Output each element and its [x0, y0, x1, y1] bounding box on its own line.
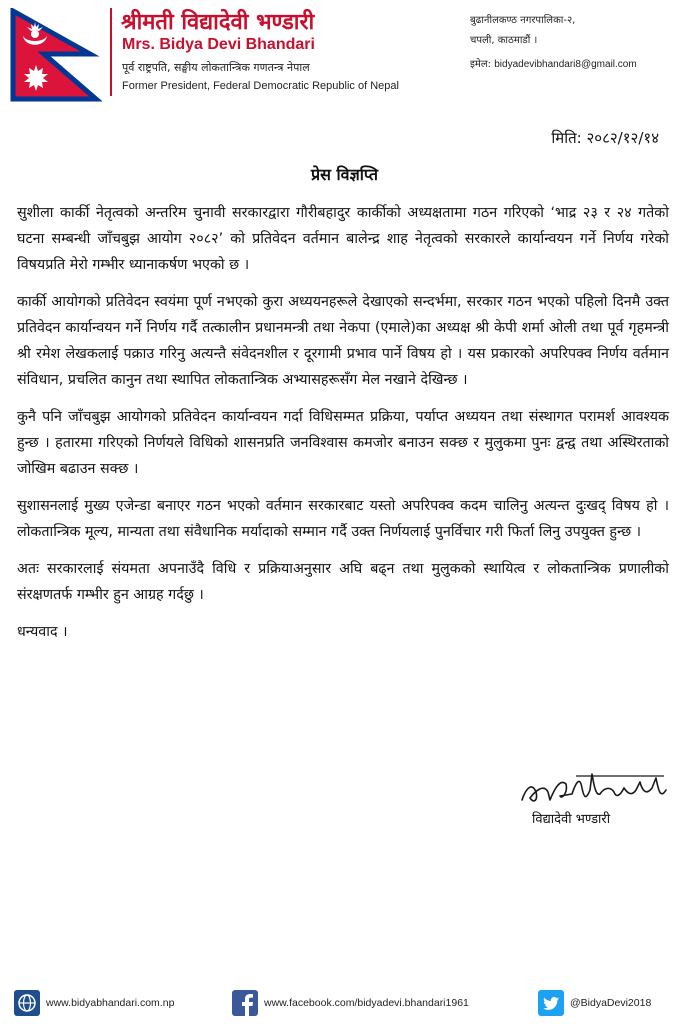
footer-facebook[interactable]: [232, 988, 469, 1018]
address-line-2: चपली, काठमाडौं ।: [470, 35, 538, 46]
twitter-text: @BidyaDevi2018: [570, 997, 652, 1009]
name-english: Mrs. Bidya Devi Bhandari: [122, 36, 315, 53]
signature-name: विद्यादेवी भण्डारी: [532, 812, 611, 827]
paragraph-closing: धन्यवाद ।: [17, 624, 68, 640]
footer-twitter[interactable]: [538, 988, 651, 1018]
twitter-icon: [538, 990, 564, 1016]
handwritten-signature: [516, 770, 676, 814]
paragraph: कार्की आयोगको प्रतिवेदन स्वयंमा पूर्ण नभएको कुरा अध्ययनहरूले देखाएको सन्दर्भमा, सरकार गठन भएको पहिलो दिनमै उक्त प्रतिवेदन कार्यान्वयन गर्ने निर्णय गर्दै तत्कालीन प्रधानमन्त्री तथा नेकपा (एमाले)का अध्यक्ष श्री केपी शर्मा ओली तथा पूर्व गृहमन्त्री श्री रमेश लेखकलाई पक्राउ गरिनु अत्यन्तै संवेदनशील र दूरगामी प्रभाव पार्ने विषय हो । यस प्रकारको अपरिपक्व निर्णय वर्तमान संविधान, प्रचलित कानुन तथा स्थापित लोकतान्त्रिक अभ्यासहरूसँग मेल नखाने देखिन्छ ।: [17, 294, 669, 388]
facebook-icon: [232, 990, 258, 1016]
title-english: Former President, Federal Democratic Republic of Nepal: [122, 80, 399, 92]
letter-title: प्रेस विज्ञप्ति: [311, 165, 378, 184]
nepal-flag-logo: [10, 8, 102, 102]
paragraph: कुनै पनि जाँचबुझ आयोगको प्रतिवेदन कार्यान्वयन गर्दा विधिसम्मत प्रक्रिया, पर्याप्त अध्ययन तथा संस्थागत परामर्श आवश्यक हुन्छ । हतारमा गरिएको निर्णयले विधिको शासनप्रति जनविश्वास कमजोर बनाउन सक्छ र मुलुकमा पुनः द्वन्द्व तथा अस्थिरताको जोखिम बढाउन सक्छ ।: [17, 409, 669, 477]
title-nepali: पूर्व राष्ट्रपति, सङ्घीय लोकतान्त्रिक गणतन्त्र नेपाल: [122, 61, 310, 74]
paragraph: सुशासनलाई मुख्य एजेन्डा बनाएर गठन भएको वर्तमान सरकारबाट यस्तो अपरिपक्व कदम चालिनु अत्यन्त दुःखद् विषय हो । लोकतान्त्रिक मूल्य, मान्यता तथा संवैधानिक मर्यादाको सम्मान गर्दै उक्त निर्णयलाई पुनर्विचार गरी फिर्ता लिनु उपयुक्त हुन्छ ।: [17, 498, 669, 540]
paragraph: सुशीला कार्की नेतृत्वको अन्तरिम चुनावी सरकारद्वारा गौरीबहादुर कार्कीको अध्यक्षतामा गठन गरिएको ‘भाद्र २३ र २४ गतेको घटना सम्बन्धी जाँचबुझ आयोग २०८२’ को प्रतिवेदन वर्तमान बालेन्द्र शाह नेतृत्वको सरकारले कार्यान्वयन गर्ने निर्णय गरेको विषयप्रति मेरो गम्भीर ध्यानाकर्षण भएको छ ।: [17, 205, 669, 273]
letter-body: [17, 200, 669, 656]
address-line-1: बुढानीलकण्ठ नगरपालिका-२,: [470, 15, 576, 26]
paragraph: अतः सरकारलाई संयमता अपनाउँदै विधि र प्रक्रियाअनुसार अघि बढ्न तथा मुलुकको स्थायित्व र लोकतान्त्रिक प्रणालीको संरक्षणतर्फ गम्भीर हुन आग्रह गर्दछु ।: [17, 561, 669, 603]
email-line: [470, 56, 637, 70]
header-divider: [110, 8, 112, 96]
name-nepali: श्रीमती विद्यादेवी भण्डारी: [121, 10, 315, 35]
facebook-text: www.facebook.com/bidyadevi.bhandari1961: [264, 997, 469, 1009]
globe-icon: [14, 990, 40, 1016]
letter-date: मिति: २०८२/१२/१४: [551, 129, 659, 147]
website-text: www.bidyabhandari.com.np: [46, 997, 175, 1009]
email-label: इमेल:: [470, 59, 492, 70]
footer-website[interactable]: [14, 988, 174, 1018]
email-address[interactable]: bidyadevibhandari8@gmail.com: [494, 59, 637, 70]
